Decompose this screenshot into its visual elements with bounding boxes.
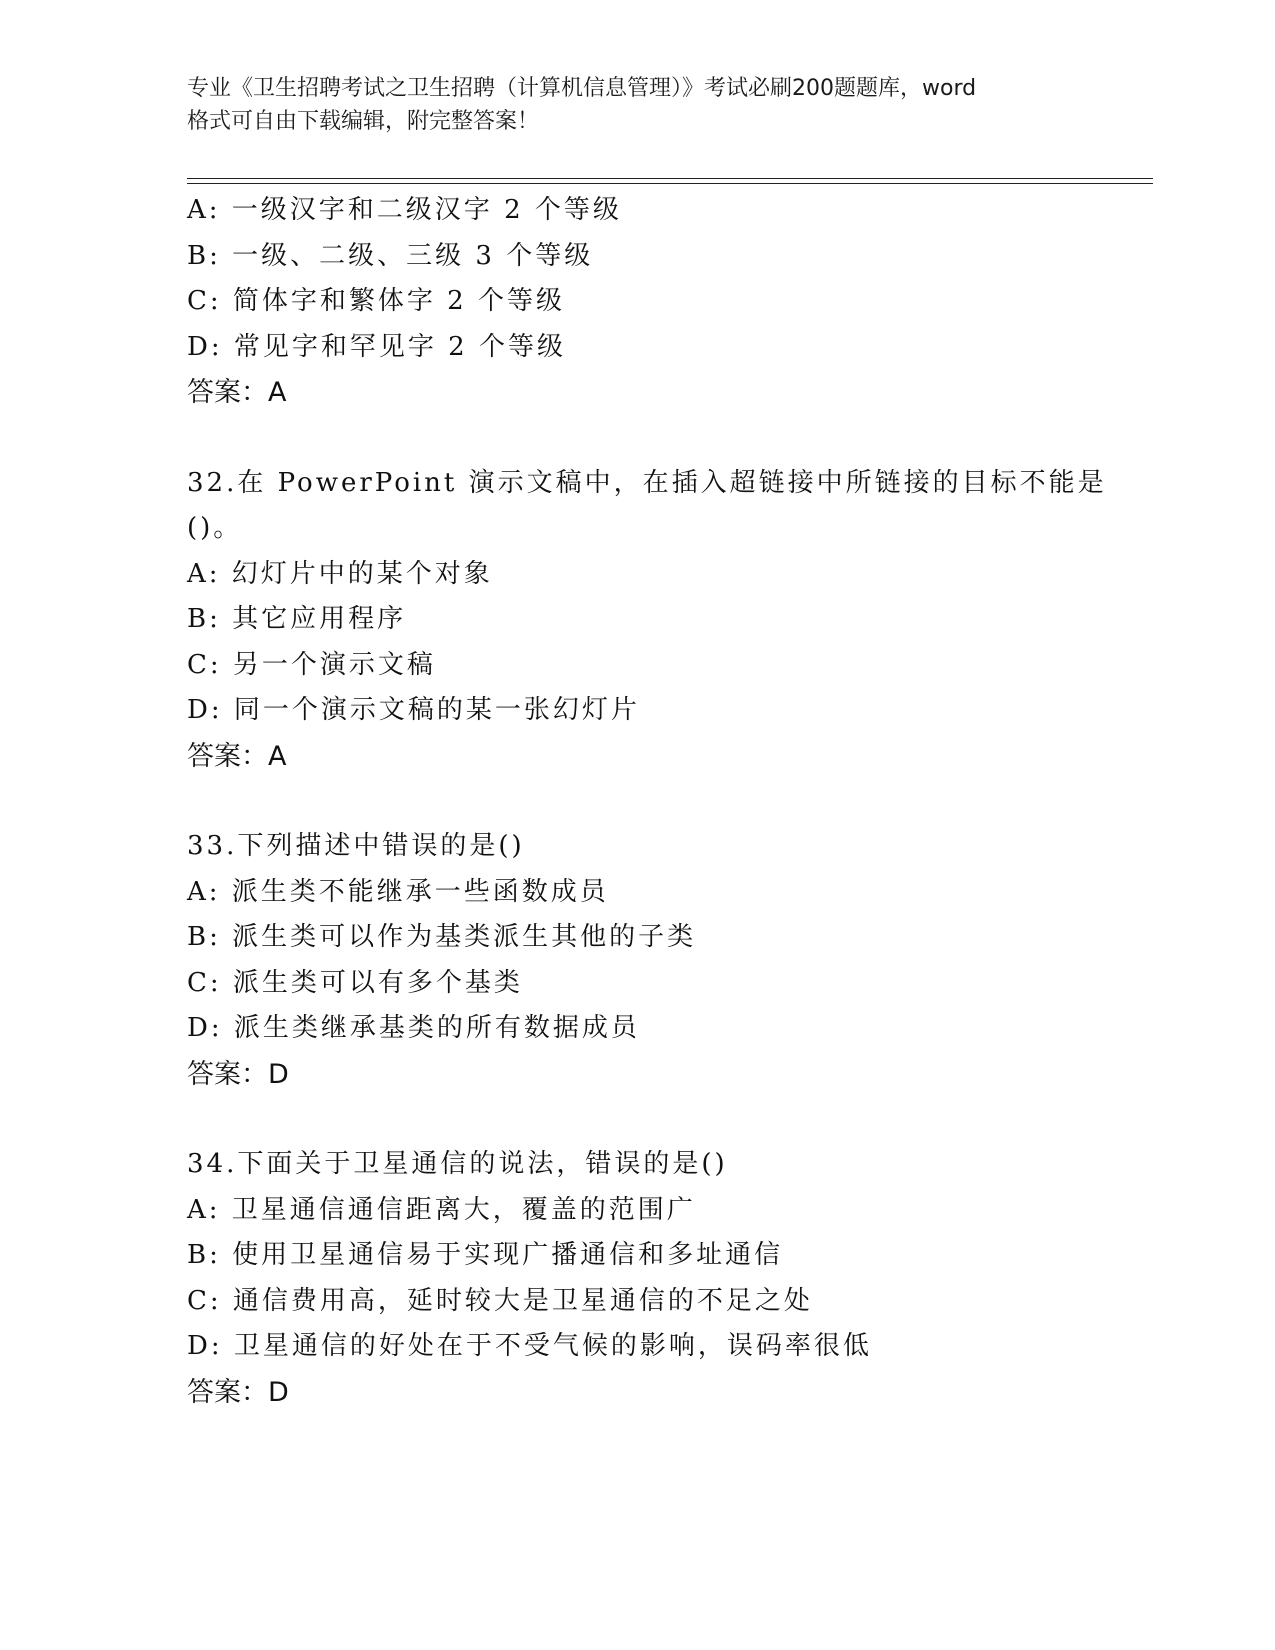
option-c: C: 另一个演示文稿 xyxy=(187,649,436,680)
question-block-32 xyxy=(187,461,1107,780)
option-b: B: 使用卫星通信易于实现广播通信和多址通信 xyxy=(187,1240,784,1270)
question-block-34 xyxy=(187,1142,1107,1415)
document-header xyxy=(187,72,1087,138)
option-d: D: 常见字和罕见字 2 个等级 xyxy=(187,331,566,362)
option-b: B: 其它应用程序 xyxy=(187,604,407,634)
option-c: C: 通信费用高，延时较大是卫星通信的不足之处 xyxy=(187,1285,813,1316)
option-b: B: 派生类可以作为基类派生其他的子类 xyxy=(187,922,697,952)
header-divider-top xyxy=(187,178,1153,179)
option-c: C: 派生类可以有多个基类 xyxy=(187,967,523,998)
option-d: D: 派生类继承基类的所有数据成员 xyxy=(187,1013,640,1043)
header-line-2: 格式可自由下载编辑，附完整答案！ xyxy=(187,109,540,134)
option-a: A: 一级汉字和二级汉字 2 个等级 xyxy=(187,195,622,225)
option-a: A: 幻灯片中的某个对象 xyxy=(187,558,493,589)
question-text-line-1: 32.在 PowerPoint 演示文稿中，在插入超链接中所链接的目标不能是 xyxy=(187,467,1107,498)
answer: 答案：A xyxy=(187,377,287,408)
option-d: D: 卫星通信的好处在于不受气候的影响，误码率很低 xyxy=(187,1331,872,1361)
question-list xyxy=(187,188,1107,1415)
answer: 答案：A xyxy=(187,740,287,772)
question-text-line-2: ()。 xyxy=(187,513,243,543)
option-d: D: 同一个演示文稿的某一张幻灯片 xyxy=(187,695,640,725)
option-c: C: 简体字和繁体字 2 个等级 xyxy=(187,286,565,316)
question-block-31 xyxy=(187,188,1107,416)
header-divider-bottom xyxy=(187,183,1153,184)
question-text: 34.下面关于卫星通信的说法，错误的是() xyxy=(187,1149,728,1179)
option-a: A: 派生类不能继承一些函数成员 xyxy=(187,876,609,907)
option-b: B: 一级、二级、三级 3 个等级 xyxy=(187,240,594,271)
header-line-1: 专业《卫生招聘考试之卫生招聘（计算机信息管理）》考试必刷200题题库，word xyxy=(187,76,977,101)
question-text: 33.下列描述中错误的是() xyxy=(187,831,525,861)
question-block-33 xyxy=(187,824,1107,1097)
answer: 答案：D xyxy=(187,1058,289,1090)
option-a: A: 卫星通信通信距离大，覆盖的范围广 xyxy=(187,1194,696,1225)
answer: 答案：D xyxy=(187,1376,289,1408)
